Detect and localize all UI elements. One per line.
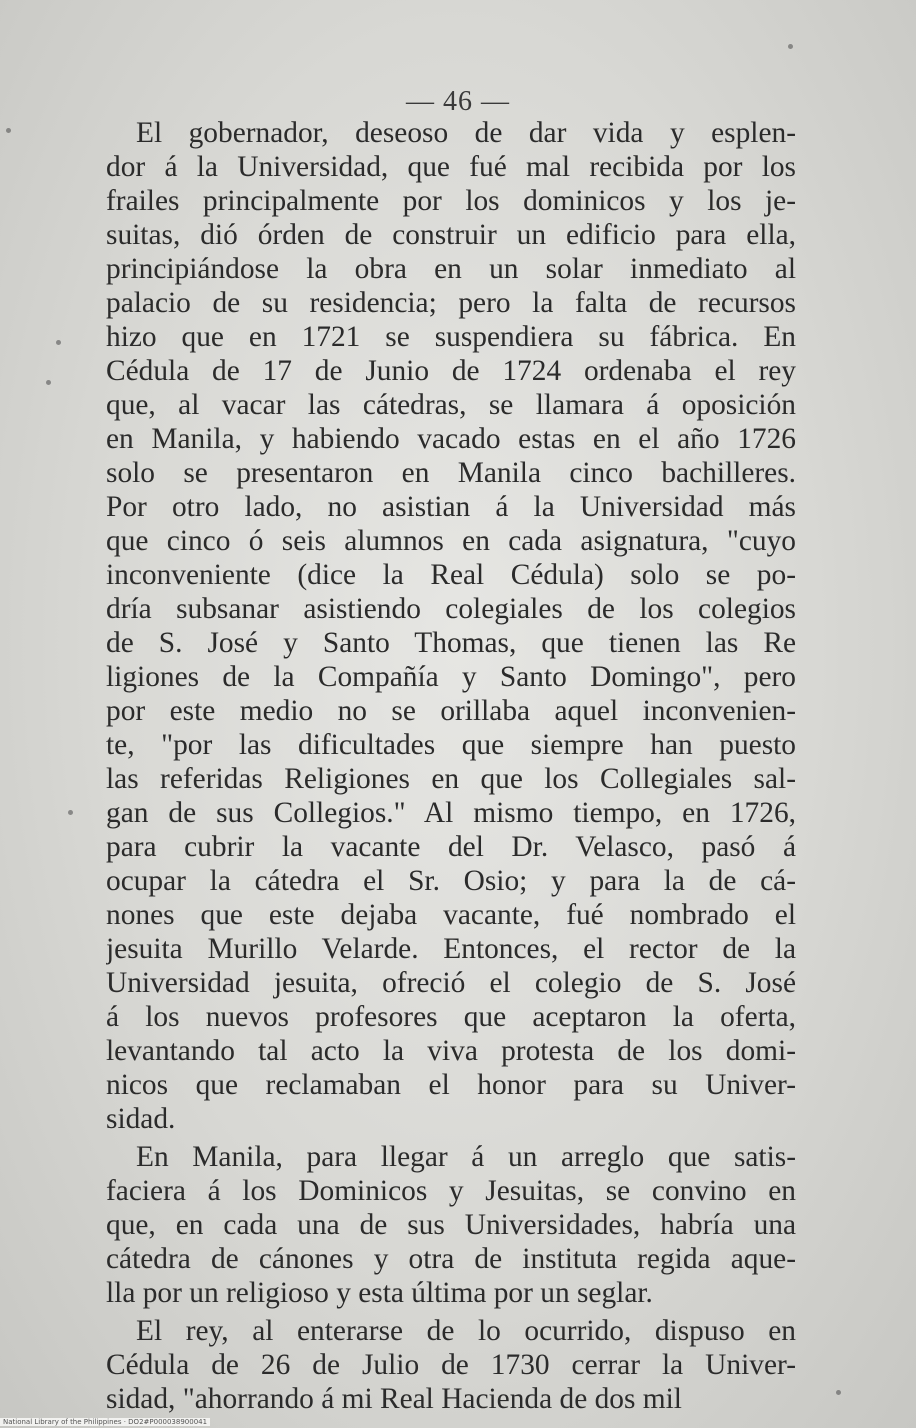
scan-speck bbox=[46, 380, 51, 385]
text-line: suitas, dió órden de construir un edificio para ella, bbox=[106, 219, 796, 251]
text-line: te, "por las dificultades que siempre han puesto bbox=[106, 729, 796, 761]
scan-speck bbox=[788, 44, 793, 49]
text-line: jesuita Murillo Velarde. Entonces, el rector de la bbox=[106, 933, 796, 965]
text-line: dor á la Universidad, que fué mal recibida por los bbox=[106, 151, 796, 183]
text-line: Cédula de 17 de Junio de 1724 ordenaba el rey bbox=[106, 355, 796, 387]
text-line: inconveniente (dice la Real Cédula) solo se po- bbox=[106, 559, 796, 591]
text-line: Por otro lado, no asistian á la Universidad más bbox=[106, 491, 796, 523]
text-line: Universidad jesuita, ofreció el colegio de S. José bbox=[106, 967, 796, 999]
text-line: nicos que reclamaban el honor para su Univer- bbox=[106, 1069, 796, 1101]
text-line: que, en cada una de sus Universidades, habría una bbox=[106, 1209, 796, 1241]
scan-speck bbox=[56, 340, 61, 345]
text-line: en Manila, y habiendo vacado estas en el año 1726 bbox=[106, 423, 796, 455]
text-line: ocupar la cátedra el Sr. Osio; y para la de cá- bbox=[106, 865, 796, 897]
text-line: sidad. bbox=[106, 1103, 176, 1135]
text-line: El gobernador, deseoso de dar vida y esplen- bbox=[136, 117, 796, 149]
text-line: frailes principalmente por los dominicos y los je- bbox=[106, 185, 796, 217]
scan-speck bbox=[68, 810, 73, 815]
text-line: cátedra de cánones y otra de instituta regida aque- bbox=[106, 1243, 796, 1275]
text-line: En Manila, para llegar á un arreglo que satis- bbox=[136, 1141, 796, 1173]
text-line: que cinco ó seis alumnos en cada asignatura, "cuyo bbox=[106, 525, 796, 557]
scan-speck bbox=[836, 1390, 841, 1395]
text-line: por este medio no se orillaba aquel inconvenien- bbox=[106, 695, 796, 727]
text-line: sidad, "ahorrando á mi Real Hacienda de dos mil bbox=[106, 1383, 682, 1415]
text-line: de S. José y Santo Thomas, que tienen las Re bbox=[106, 627, 796, 659]
text-line: principiándose la obra en un solar inmediato al bbox=[106, 253, 796, 285]
text-line: levantando tal acto la viva protesta de los domi- bbox=[106, 1035, 796, 1067]
text-line: dría subsanar asistiendo colegiales de los colegios bbox=[106, 593, 796, 625]
body-text bbox=[106, 116, 796, 1416]
text-line: ligiones de la Compañía y Santo Domingo", pero bbox=[106, 661, 796, 693]
text-line: El rey, al enterarse de lo ocurrido, dispuso en bbox=[136, 1315, 796, 1347]
text-line: Cédula de 26 de Julio de 1730 cerrar la Univer- bbox=[106, 1349, 796, 1381]
text-line: gan de sus Collegios." Al mismo tiempo, en 1726, bbox=[106, 797, 796, 829]
text-line: lla por un religioso y esta última por un seglar. bbox=[106, 1277, 653, 1309]
page-number: — 46 — bbox=[406, 86, 510, 117]
text-line: para cubrir la vacante del Dr. Velasco, pasó á bbox=[106, 831, 796, 863]
text-line: hizo que en 1721 se suspendiera su fábrica. En bbox=[106, 321, 796, 353]
text-line: á los nuevos profesores que aceptaron la oferta, bbox=[106, 1001, 796, 1033]
text-line: solo se presentaron en Manila cinco bachilleres. bbox=[106, 457, 796, 489]
text-line: las referidas Religiones en que los Collegiales sal- bbox=[106, 763, 796, 795]
text-line: que, al vacar las cátedras, se llamara á oposición bbox=[106, 389, 796, 421]
scan-speck bbox=[6, 128, 11, 133]
text-line: nones que este dejaba vacante, fué nombrado el bbox=[106, 899, 796, 931]
library-footer: National Library of the Philippines · DO2#P000038900041 bbox=[0, 1418, 210, 1426]
text-line: palacio de su residencia; pero la falta de recursos bbox=[106, 287, 796, 319]
text-line: faciera á los Dominicos y Jesuitas, se convino en bbox=[106, 1175, 796, 1207]
